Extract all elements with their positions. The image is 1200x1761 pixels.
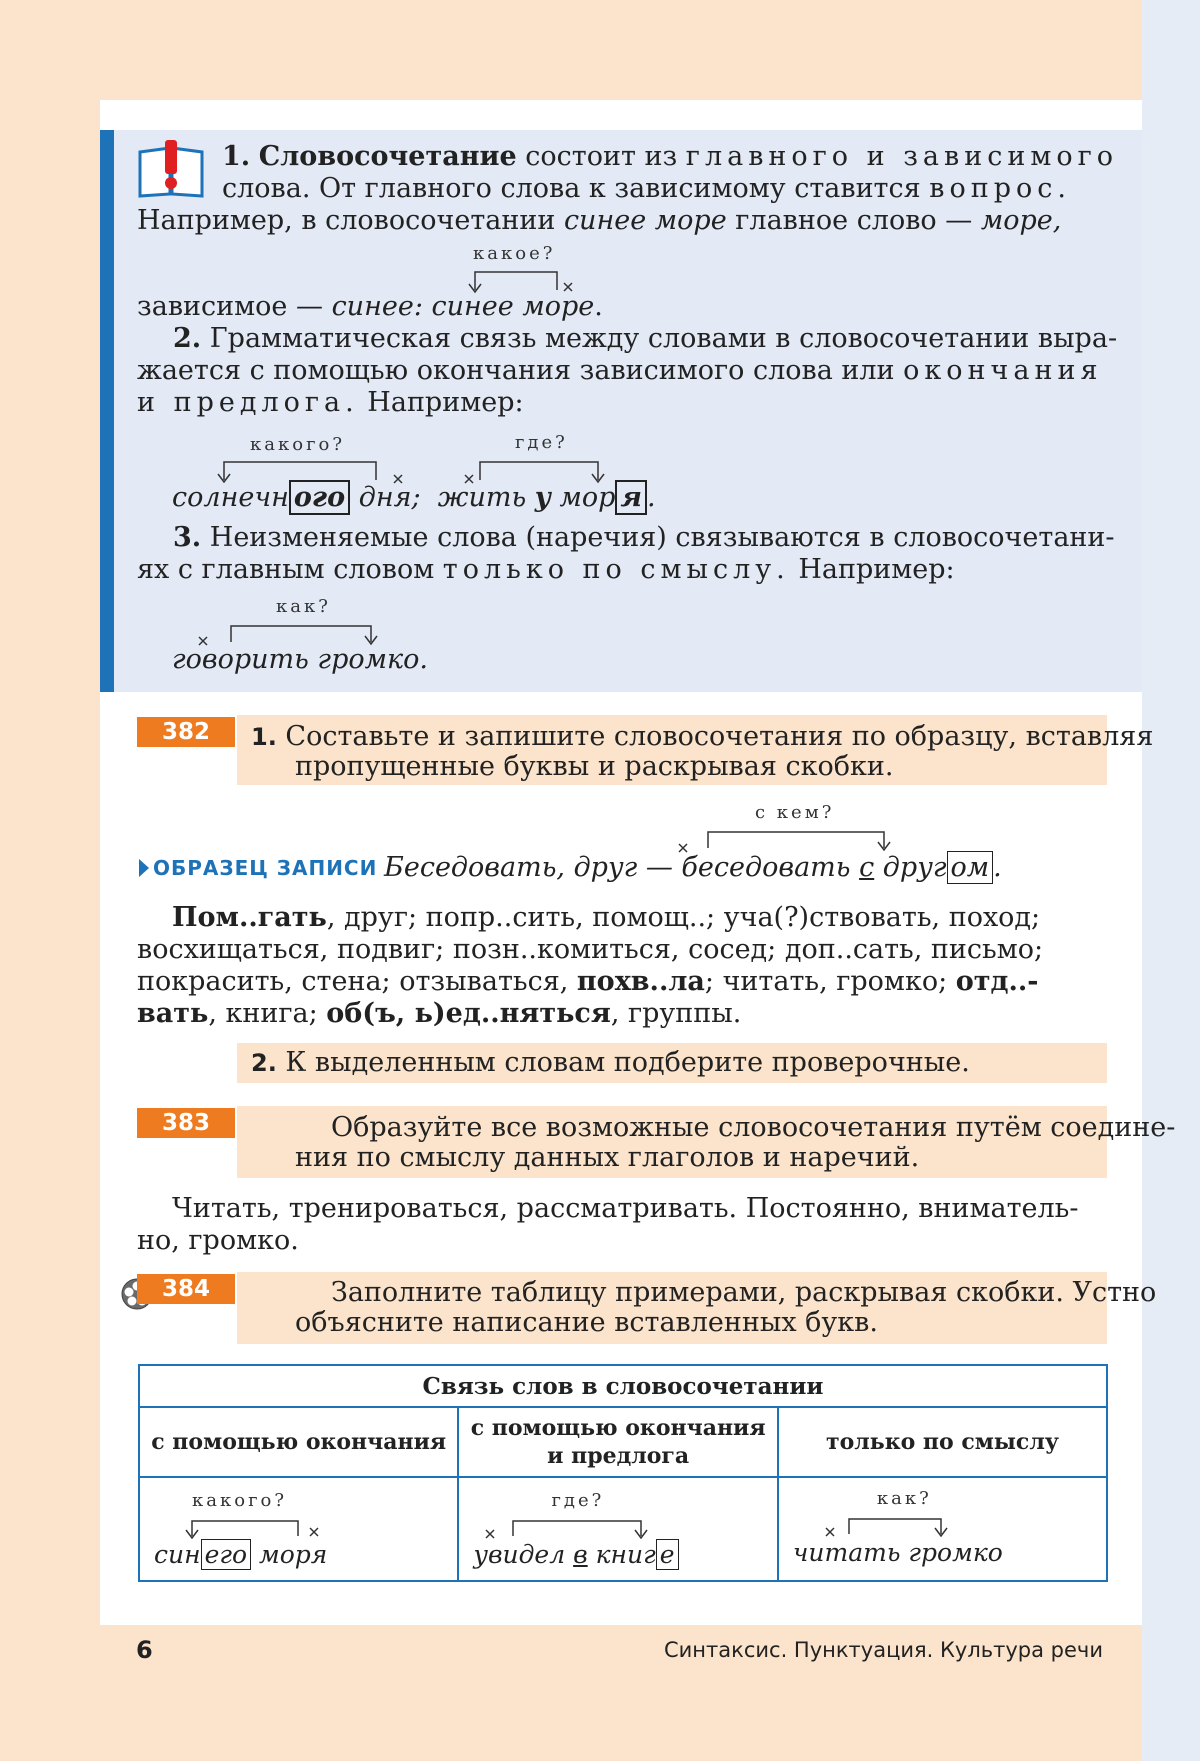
rule-text-spaced: только по смыслу.: [442, 554, 790, 585]
punct: .: [646, 482, 656, 513]
rule-text: Например:: [798, 554, 955, 585]
example-stem: син: [154, 1540, 201, 1569]
rule-example: говорить громко.: [172, 644, 428, 675]
task-num: 1.: [251, 723, 277, 751]
rule-text: Например, в словосочетании: [137, 205, 556, 236]
exercise-number-384: 384: [137, 1274, 235, 1304]
rule-example: море,: [980, 205, 1062, 236]
exercise-number-383: 383: [137, 1108, 235, 1138]
task-text: Образуйте все возможные словосочетания путём соедине-: [331, 1112, 1176, 1143]
question-label: какое?: [473, 243, 556, 264]
rule-num-1: 1.: [222, 141, 251, 172]
page-edge-strip: [1142, 0, 1200, 1761]
question-label: какого?: [192, 1490, 287, 1511]
ending-box: ом: [947, 851, 994, 884]
task-text: Составьте и запишите словосочетания по образцу, вставляя: [285, 721, 1154, 752]
rule-example: синее: синее море: [331, 291, 595, 322]
highlighted-word: похв..ла: [576, 966, 705, 997]
rule-text: жается с помощью окончания зависимого слова или: [137, 355, 895, 386]
connection-table: [138, 1364, 1108, 1582]
exclamation-book-icon: [136, 138, 208, 198]
punct: .: [993, 852, 1002, 883]
ending-box: ого: [289, 480, 350, 515]
table-cell: [778, 1477, 1107, 1581]
exercise-number-382: 382: [137, 717, 235, 747]
exercise-words: , друг; попр..сить, помощ..; уча(?)ствовать, поход;: [326, 902, 1041, 933]
page-number: 6: [136, 1636, 153, 1664]
task-text: ния по смыслу данных глаголов и наречий.: [295, 1142, 920, 1173]
table-header-line: с помощью окончания: [470, 1415, 766, 1441]
rule-num-3: 3.: [173, 522, 202, 553]
rule-term: Словосочетание: [258, 141, 517, 172]
rule-text-spaced: окончания: [903, 355, 1103, 386]
example-word: жить: [437, 482, 527, 513]
exercise-words: но, громко.: [137, 1225, 299, 1256]
task-text: пропущенные буквы и раскрывая скобки.: [295, 751, 894, 782]
task-text: Заполните таблицу примерами, раскрывая скобки. Устно: [331, 1277, 1157, 1308]
rule-text: Грамматическая связь между словами в словосочетании выра-: [209, 323, 1118, 354]
rule-text: состоит из: [525, 141, 678, 172]
punct: .: [594, 291, 603, 322]
highlighted-word: отд..-: [955, 966, 1039, 997]
rule-accent-bar: [100, 130, 114, 692]
question-label: как?: [276, 596, 331, 617]
running-title: Синтаксис. Пунктуация. Культура речи: [664, 1638, 1103, 1662]
sample-label: ОБРАЗЕЦ ЗАПИСИ: [153, 856, 378, 880]
example-stem: мор: [559, 482, 616, 513]
example-phrase: читать громко: [792, 1538, 1003, 1567]
table-title: Связь слов в словосочетании: [139, 1365, 1107, 1407]
question-label: где?: [551, 1490, 605, 1511]
example-stem: друг: [882, 852, 947, 883]
rule-text: зависимое —: [137, 291, 323, 322]
highlighted-word: вать: [137, 998, 209, 1029]
exercise-words: ; читать, громко;: [704, 966, 948, 997]
example-stem: солнечн: [172, 482, 289, 513]
table-cell: [139, 1477, 458, 1581]
rule-text: ях с главным словом: [137, 554, 435, 585]
exercise-words: покрасить, стена; отзываться,: [137, 966, 569, 997]
ending-box: его: [201, 1539, 251, 1570]
task-text: объясните написание вставленных букв.: [295, 1307, 878, 1338]
preposition: с: [859, 852, 875, 883]
preposition: у: [534, 482, 551, 513]
table-header-line: и предлога: [547, 1443, 690, 1469]
example-word: увидел: [473, 1540, 566, 1569]
table-header: только по смыслу: [778, 1407, 1107, 1477]
rule-text: Например:: [367, 387, 524, 418]
rule-example: синее море: [563, 205, 727, 236]
exercise-words: Читать, тренироваться, рассматривать. Постоянно, вниматель-: [172, 1193, 1079, 1224]
table-header: с помощью окончания: [139, 1407, 458, 1477]
question-label: какого?: [250, 434, 345, 455]
rule-num-2: 2.: [173, 323, 202, 354]
exercise-words: , группы.: [610, 998, 742, 1029]
ending-box: е: [656, 1539, 679, 1570]
preposition: в: [573, 1540, 588, 1569]
ending-box: я: [615, 480, 647, 515]
rule-text-spaced: и предлога.: [137, 387, 359, 418]
question-label: с кем?: [755, 802, 835, 823]
table-header: [458, 1407, 777, 1477]
rule-text-spaced: вопрос.: [929, 173, 1071, 204]
exercise-words: , книга;: [208, 998, 318, 1029]
rule-text: Неизменяемые слова (наречия) связываются в словосочетани-: [209, 522, 1115, 553]
example-stem: книг: [595, 1540, 656, 1569]
example-word: дня;: [358, 482, 421, 513]
rule-text: главное слово —: [735, 205, 973, 236]
question-label: где?: [515, 432, 568, 453]
question-label: как?: [876, 1488, 932, 1509]
task-num: 2.: [251, 1049, 277, 1077]
rule-text: слова. От главного слова к зависимому ставится: [222, 173, 921, 204]
highlighted-word: об(ъ, ь)ед..няться: [326, 998, 611, 1029]
table-cell: [458, 1477, 777, 1581]
example-word: моря: [259, 1540, 328, 1569]
rule-text-spaced: главного и зависимого: [685, 141, 1119, 172]
sample-text: Беседовать, друг — беседовать: [384, 852, 851, 883]
task-text: К выделенным словам подберите проверочные.: [285, 1047, 970, 1078]
exercise-words: восхищаться, подвиг; позн..комиться, сосед; доп..сать, письмо;: [137, 934, 1044, 965]
highlighted-word: Пом..гать: [172, 902, 327, 933]
triangle-bullet-icon: [137, 857, 151, 879]
